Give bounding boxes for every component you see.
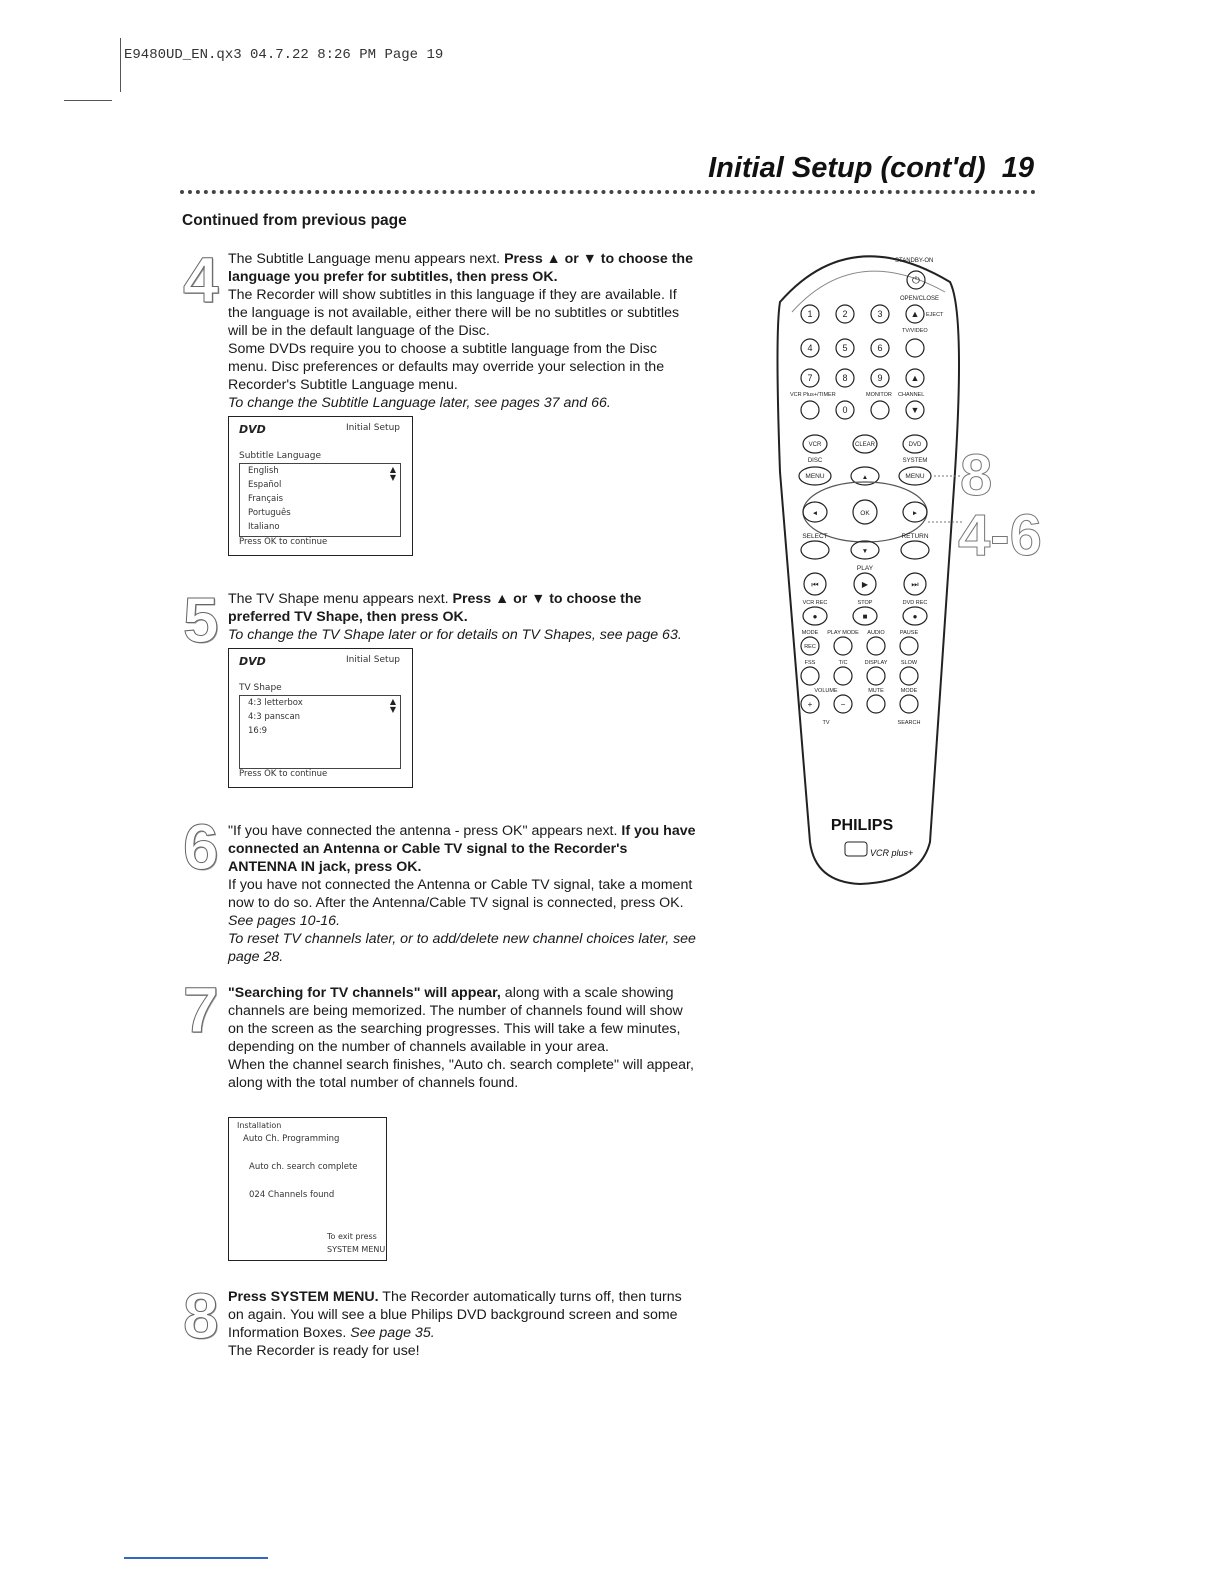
step-number-8: 8 (183, 1280, 219, 1352)
digit-label: 4 (807, 343, 813, 353)
title-text: Initial Setup (cont'd) (708, 152, 986, 184)
mode-label: MODE (900, 688, 918, 694)
digit-label: 0 (842, 405, 848, 415)
display-label: DISPLAY (864, 660, 888, 666)
svg-text:⏮: ⏮ (811, 580, 819, 589)
ok-label: OK (860, 510, 870, 517)
svg-text:▼: ▼ (910, 405, 920, 415)
list-item: 4:3 panscan (248, 712, 301, 722)
mute-label: MUTE (868, 688, 884, 694)
search-label: SEARCH (897, 720, 921, 726)
list-item: 16:9 (248, 726, 268, 736)
slow-label: SLOW (900, 660, 918, 666)
continued-note: Continued from previous page (182, 212, 407, 229)
list-item: 4:3 letterbox (248, 698, 303, 708)
step-text: The Subtitle Language menu appears next. (228, 251, 505, 267)
screen-footer: Press OK to continue (239, 769, 328, 779)
step-reference: See pages 10-16. (228, 913, 341, 929)
svg-text:▲: ▲ (910, 373, 920, 383)
digit-label: 6 (877, 343, 883, 353)
svg-text:●: ● (812, 612, 818, 621)
rec-label: REC (804, 644, 816, 650)
volume-label: VOLUME (814, 688, 838, 694)
step-number-6: 6 (183, 811, 219, 883)
screen-label: TV Shape (239, 683, 282, 693)
step-number-4: 4 (183, 244, 219, 316)
up-down-arrows-icon: ▲ ▼ (389, 465, 396, 482)
fss-label: FSS (804, 660, 816, 666)
vcrrec-label: VCR REC (802, 600, 828, 606)
callout-steps-4-6: 4-6 (958, 503, 1042, 568)
crop-mark (64, 100, 112, 101)
tv-shape-list (239, 695, 401, 769)
mode-label: MODE (801, 630, 819, 636)
step-text: Some DVDs require you to choose a subtitle language from the Disc menu. Disc preferences or defaults may override your selection in the Recorder's Subtitle Language menu. (228, 341, 665, 393)
step-instruction: Press SYSTEM MENU. (228, 1289, 379, 1305)
clear-label: CLEAR (854, 442, 876, 448)
screen-label: Auto Ch. Programming (243, 1134, 340, 1144)
screen-label: Subtitle Language (239, 451, 322, 461)
svg-text:◄: ◄ (811, 510, 819, 517)
dotted-rule (180, 190, 1036, 194)
digit-label: 1 (807, 309, 813, 319)
disc-label: DISC (807, 458, 823, 464)
vcrplus-logo: VCR plus+ (870, 848, 914, 858)
svg-text:●: ● (912, 612, 918, 621)
step-instruction: Press ▲ or ▼ to choose the language you prefer for subtitles, then press OK. (228, 251, 693, 285)
monitor-label: MONITOR (866, 392, 892, 398)
step-text: The Recorder will show subtitles in this language if they are available. If the language is not available, either there will be no subtitles or subtitles will be in the default language of the Disc. (228, 287, 680, 339)
vcr-label: VCR (808, 442, 822, 448)
step-4 (228, 250, 698, 412)
step-6 (228, 822, 698, 966)
step-number-7: 7 (183, 974, 219, 1046)
screen-footer: Press OK to continue (239, 537, 328, 547)
menu-label: MENU (805, 473, 825, 480)
step-text: The Recorder automatically turns off, then turns on again. You will see a blue Philips DVD background screen and some Information Boxes. (228, 1289, 682, 1341)
step-5 (228, 590, 698, 644)
philips-brand: PHILIPS (830, 817, 894, 834)
select-label: SELECT (802, 533, 828, 540)
svg-text:⏭: ⏭ (911, 580, 919, 589)
exit-hint: SYSTEM MENU (327, 1245, 386, 1254)
stop-label: STOP (857, 600, 873, 606)
digit-label: 3 (877, 309, 883, 319)
audio-label: AUDIO (867, 630, 885, 636)
language-list (239, 463, 401, 537)
dvd-logo: DVD (239, 655, 266, 668)
digit-label: 5 (842, 343, 848, 353)
up-down-arrows-icon: ▲ ▼ (389, 697, 396, 714)
remote-control-illustration (770, 232, 1050, 892)
svg-text:▲: ▲ (910, 309, 920, 319)
step-reference: To change the Subtitle Language later, see pages 37 and 66. (228, 395, 611, 411)
step-number-5: 5 (183, 584, 219, 656)
eject-label: EJECT (926, 312, 944, 318)
svg-text:+: + (807, 700, 813, 709)
list-item: Português (248, 508, 291, 518)
channel-label: CHANNEL (898, 392, 925, 398)
subtitle-language-screen (228, 416, 413, 556)
step-instruction: Press ▲ or ▼ to choose the preferred TV Shape, then press OK. (228, 591, 642, 625)
step-instruction: If you have connected an Antenna or Cable TV signal to the Recorder's ANTENNA IN jack, press OK. (228, 823, 696, 875)
dvdrec-label: DVD REC (902, 600, 928, 606)
digit-label: 8 (842, 373, 848, 383)
file-slug: E9480UD_EN.qx3 04.7.22 8:26 PM Page 19 (124, 47, 444, 63)
digit-label: 7 (807, 373, 813, 383)
installation-screen (228, 1117, 387, 1261)
list-item: Italiano (248, 522, 280, 532)
dvd-logo: DVD (239, 423, 266, 436)
step-reference: See page 35. (350, 1325, 435, 1341)
svg-text:■: ■ (862, 612, 868, 621)
tc-label: T/C (838, 660, 848, 666)
play-label: PLAY (856, 565, 874, 572)
page-number: 19 (1001, 152, 1034, 184)
step-text: The TV Shape menu appears next. (228, 591, 453, 607)
step-instruction: "Searching for TV channels" will appear, (228, 985, 501, 1001)
list-item: English (248, 466, 279, 476)
openclose-label: OPEN/CLOSE (900, 296, 940, 302)
bottom-rule (124, 1557, 268, 1559)
svg-text:▲: ▲ (861, 474, 869, 481)
tvvideo-label: TV/VIDEO (902, 328, 928, 334)
step-text: When the channel search finishes, "Auto ch. search complete" will appear, along with the total number of channels found. (228, 1057, 694, 1091)
step-reference: To reset TV channels later, or to add/delete new channel choices later, see page 28. (228, 931, 696, 965)
step-text: The Recorder is ready for use! (228, 1343, 420, 1359)
system-label: SYSTEM (902, 458, 928, 464)
step-text: along with a scale showing channels are being memorized. The number of channels found will show on the screen as the searching progresses. This will take a few minutes, depending on the number of channels available in your area. (228, 985, 683, 1055)
digit-label: 2 (842, 309, 848, 319)
svg-text:►: ► (911, 510, 919, 517)
playmode-label: PLAY MODE (827, 630, 859, 636)
screen-label: Installation (237, 1121, 282, 1130)
pause-label: PAUSE (899, 630, 919, 636)
vcrplus-label: VCR Plus+/TIMER (790, 392, 836, 398)
page-title (708, 152, 1034, 185)
menu-label: MENU (905, 473, 925, 480)
svg-text:▼: ▼ (861, 548, 869, 555)
standby-label: STANDBY-ON (895, 258, 934, 264)
svg-text:⏻: ⏻ (912, 275, 920, 287)
list-item: Français (248, 494, 284, 504)
svg-text:−: − (840, 700, 846, 709)
step-text: "If you have connected the antenna - press OK" appears next. (228, 823, 622, 839)
tv-shape-screen (228, 648, 413, 788)
callout-step-8: 8 (960, 443, 993, 508)
dvd-label: DVD (908, 442, 922, 448)
step-reference: To change the TV Shape later or for details on TV Shapes, see page 63. (228, 627, 682, 643)
screen-title: Initial Setup (346, 423, 400, 433)
exit-hint: To exit press (327, 1232, 377, 1241)
step-7 (228, 984, 698, 1092)
digit-label: 9 (877, 373, 883, 383)
svg-text:▶: ▶ (861, 580, 869, 589)
return-label: RETURN (901, 533, 929, 540)
step-text: If you have not connected the Antenna or Cable TV signal, take a moment now to do so. After the Antenna/Cable TV signal is connected, press OK. (228, 877, 693, 911)
status-text: Auto ch. search complete (249, 1162, 358, 1172)
screen-title: Initial Setup (346, 655, 400, 665)
step-8 (228, 1288, 698, 1360)
list-item: Español (248, 480, 282, 490)
channel-count: 024 Channels found (249, 1190, 335, 1200)
tv-label: TV (822, 720, 830, 726)
crop-mark (120, 38, 121, 92)
